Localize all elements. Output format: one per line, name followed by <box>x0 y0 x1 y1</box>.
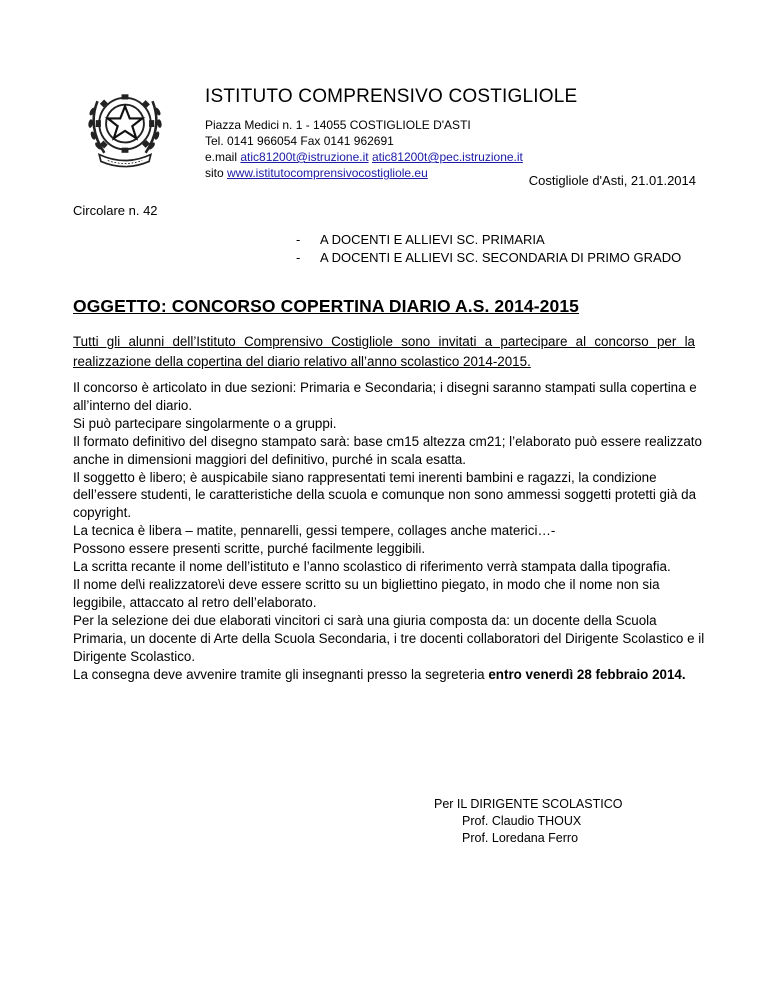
site-prefix: sito <box>205 166 228 180</box>
body-paragraph: Il concorso è articolato in due sezioni: Primaria e Secondaria; i disegni saranno stampati sulla copertina e all’interno del diario. <box>73 380 697 413</box>
subject-heading: OGGETTO: CONCORSO COPERTINA DIARIO A.S. 2014-2015 <box>73 296 580 316</box>
body-paragraph: Il nome del\i realizzatore\i deve essere scritto su un bigliettino piegato, in modo che il nome non sia leggibile, attaccato al retro dell’elaborato. <box>73 576 660 610</box>
deadline-text: La consegna deve avvenire tramite gli insegnanti presso la segreteria <box>73 666 489 682</box>
body-paragraph: Il formato definitivo del disegno stampato sarà: base cm15 altezza cm21; l’elaborato può essere realizzato anche in dimensioni maggiori del definitivo, purché in scala esatta. <box>73 433 702 467</box>
institute-email-line <box>205 150 523 164</box>
signature-block <box>434 796 622 847</box>
email-prefix: e.mail <box>205 150 241 164</box>
recipient-label: A DOCENTI E ALLIEVI SC. PRIMARIA <box>320 232 545 247</box>
website-link[interactable]: www.istitutocomprensivocostigliole.eu <box>227 166 428 180</box>
signature-role: Per IL DIRIGENTE SCOLASTICO <box>434 797 623 811</box>
document-date: Costigliole d'Asti, 21.01.2014 <box>528 173 696 188</box>
body-paragraph: Per la selezione dei due elaborati vincitori ci sarà una giuria composta da: un docente della Scuola Primaria, un docente di Arte della Scuola Secondaria, i tre docenti collaboratori del Dirigente Scolastico e il Dirigente Scolastico. <box>73 612 705 664</box>
italian-republic-emblem-icon <box>82 84 168 170</box>
recipients-list <box>296 231 681 267</box>
body-paragraph: La tecnica è libera – matite, pennarelli, gessi tempere, collages anche materici…- <box>73 523 556 539</box>
institute-address: Piazza Medici n. 1 - 14055 COSTIGLIOLE D'ASTI <box>205 118 471 132</box>
pec-email-link[interactable]: atic81200t@pec.istruzione.it <box>371 150 523 164</box>
recipient-item: - A DOCENTI E ALLIEVI SC. PRIMARIA <box>296 232 545 247</box>
recipient-item: - A DOCENTI E ALLIEVI SC. SECONDARIA DI PRIMO GRADO <box>296 250 682 265</box>
body-text <box>73 379 713 683</box>
email-link[interactable]: atic81200t@istruzione.it <box>240 150 369 164</box>
institute-phone: Tel. 0141 966054 Fax 0141 962691 <box>205 134 394 148</box>
intro-paragraph: Tutti gli alunni dell’Istituto Comprensivo Costigliole sono invitati a partecipare al concorso per la realizzazione della copertina del diario relativo all’anno scolastico 2014-2015. <box>73 334 695 369</box>
body-paragraph: Il soggetto è libero; è auspicabile siano rappresentati temi inerenti bambini e ragazzi, la condizione dell’essere studenti, le caratteristiche della scuola e comunque non sono ammessi soggetti protetti già da copyright. <box>73 469 697 521</box>
recipient-label: A DOCENTI E ALLIEVI SC. SECONDARIA DI PRIMO GRADO <box>320 250 682 265</box>
deadline-date: entro venerdì 28 febbraio 2014. <box>488 666 686 682</box>
institute-name: ISTITUTO COMPRENSIVO COSTIGLIOLE <box>205 86 578 107</box>
institute-site-line <box>205 166 428 180</box>
signature-name: Prof. Claudio THOUX <box>462 814 582 828</box>
deadline-paragraph <box>73 666 713 684</box>
body-paragraph: La scritta recante il nome dell’istituto e l’anno scolastico di riferimento verrà stampata dalla tipografia. <box>73 559 671 575</box>
circular-number: Circolare n. 42 <box>73 203 158 218</box>
signature-name: Prof. Loredana Ferro <box>462 831 579 845</box>
body-paragraph: Possono essere presenti scritte, purché facilmente leggibili. <box>73 541 426 557</box>
body-paragraph: Si può partecipare singolarmente o a gruppi. <box>73 415 337 431</box>
